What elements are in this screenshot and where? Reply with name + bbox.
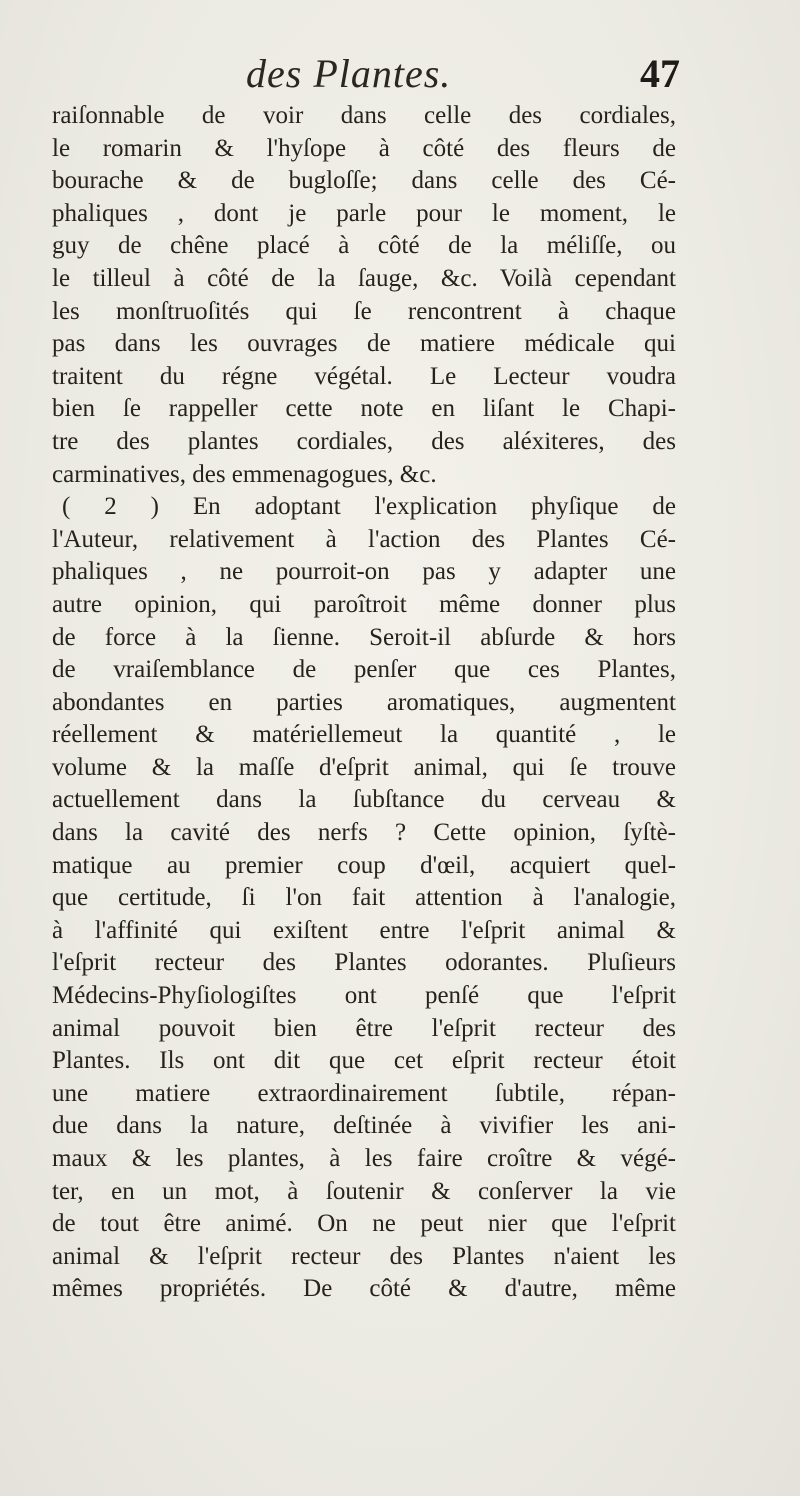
text-line: de tout être animé. On ne peut nier que l'eſprit — [52, 1210, 676, 1238]
text-line: autre opinion, qui paroîtroit même donner plus — [52, 590, 676, 618]
text-line: ter, en un mot, à ſoutenir & conſerver la vie — [52, 1177, 676, 1205]
text-line: une matiere extraordinairement ſubtile, répan- — [52, 1079, 676, 1107]
text-line: phaliques , dont je parle pour le moment, le — [52, 199, 676, 227]
footnote-start-line: ( 2 ) En adoptant l'explication phyſique de — [62, 493, 676, 521]
running-title: des Plantes. — [246, 51, 452, 96]
text-line: mêmes propriétés. De côté & d'autre, même — [52, 1275, 676, 1303]
text-line: volume & la maſſe d'eſprit animal, qui ſe trouve — [52, 753, 676, 781]
text-line: pas dans les ouvrages de matiere médicale qui — [52, 330, 676, 358]
text-line: carminatives, des emmenagogues, &c. — [52, 460, 437, 488]
text-line: réellement & matériellemeut la quantité , le — [52, 721, 676, 749]
text-line: abondantes en parties aromatiques, augmentent — [52, 688, 676, 716]
page-header — [50, 50, 680, 100]
text-line: actuellement dans la ſubſtance du cerveau & — [52, 786, 676, 814]
text-line: raiſonnable de voir dans celle des cordiales, — [52, 102, 676, 129]
text-line: à l'affinité qui exiſtent entre l'eſprit animal & — [52, 916, 676, 944]
text-line: le romarin & l'hyſope à côté des fleurs de — [52, 134, 676, 162]
text-line: guy de chêne placé à côté de la méliſſe, ou — [52, 232, 676, 260]
text-line: Médecins-Phyſiologiſtes ont penſé que l'eſprit — [52, 982, 676, 1010]
text-line: animal & l'eſprit recteur des Plantes n'aient les — [52, 1242, 676, 1270]
text-line: de vraiſemblance de penſer que ces Plantes, — [52, 656, 676, 684]
text-line: maux & les plantes, à les faire croître & végé- — [52, 1145, 676, 1172]
text-line: traitent du régne végétal. Le Lecteur voudra — [52, 362, 676, 390]
text-line: bien ſe rappeller cette note en liſant le Chapi- — [52, 395, 676, 423]
text-line: que certitude, ſi l'on fait attention à l'analogie, — [52, 884, 676, 912]
text-line: matique au premier coup d'œil, acquiert quel- — [52, 851, 676, 879]
text-line: l'eſprit recteur des Plantes odorantes. Pluſieurs — [52, 949, 676, 977]
text-line: Plantes. Ils ont dit que cet eſprit recteur étoit — [52, 1047, 676, 1075]
text-line: tre des plantes cordiales, des aléxiteres, des — [52, 427, 676, 455]
text-line: le tilleul à côté de la ſauge, &c. Voilà cependant — [52, 264, 676, 292]
text-line: dans la cavité des nerfs ? Cette opinion, ſyſtè- — [52, 819, 676, 847]
text-line: bourache & de bugloſſe; dans celle des Cé- — [52, 167, 676, 195]
text-line: de force à la ſienne. Seroit-il abſurde & hors — [52, 623, 676, 651]
text-line: les monſtruoſités qui ſe rencontrent à chaque — [52, 297, 676, 325]
text-line: l'Auteur, relativement à l'action des Plantes Cé- — [52, 525, 676, 553]
text-line: phaliques , ne pourroit-on pas y adapter une — [52, 558, 676, 586]
text-line: animal pouvoit bien être l'eſprit recteur des — [52, 1014, 676, 1042]
page-number: 47 — [640, 51, 680, 96]
body-text — [52, 100, 676, 1306]
text-line: due dans la nature, deſtinée à vivifier les ani- — [52, 1112, 676, 1140]
